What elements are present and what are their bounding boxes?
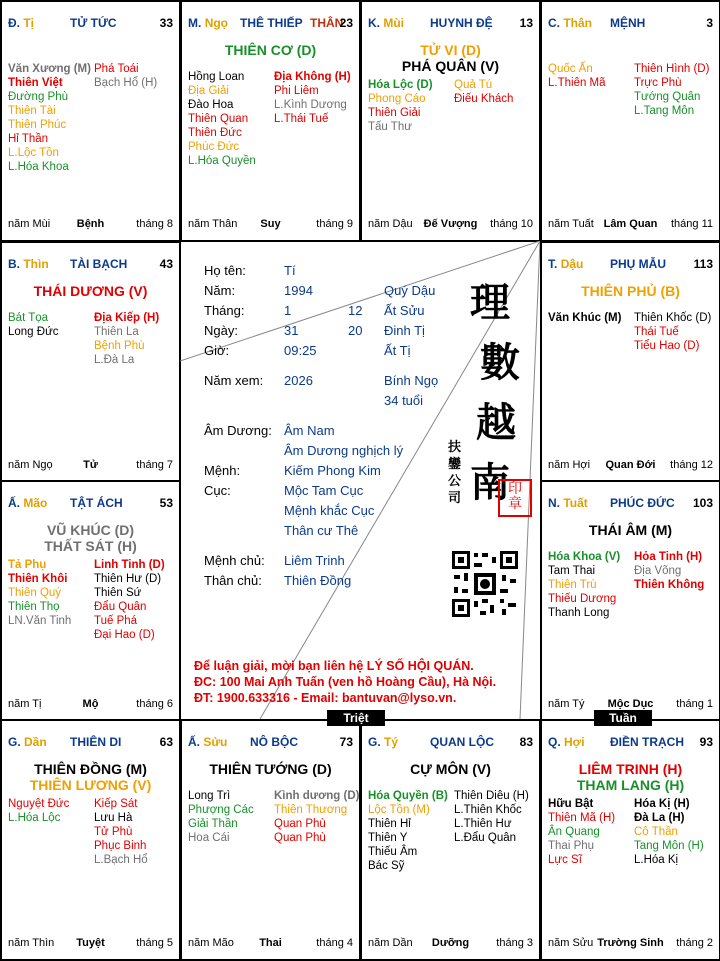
palace-chi: Thân bbox=[563, 16, 593, 30]
palace-ty[interactable] bbox=[360, 719, 541, 961]
minor-star-right: Thiên Thương bbox=[274, 804, 348, 816]
minor-star-left: Văn Khúc (M) bbox=[548, 312, 622, 324]
main-star: THIÊN PHỦ (B) bbox=[581, 283, 680, 299]
palace-month: tháng 8 bbox=[136, 218, 173, 230]
palace-year: năm Tị bbox=[8, 698, 42, 710]
menh-value: Kiếm Phong Kim bbox=[284, 463, 381, 478]
palace-mui[interactable] bbox=[360, 0, 541, 242]
palace-name: ĐIỀN TRẠCH bbox=[610, 735, 684, 749]
palace-footer bbox=[8, 937, 173, 951]
palace-name: THÊ THIẾP bbox=[240, 16, 303, 30]
palace-month: tháng 1 bbox=[676, 698, 713, 710]
minor-star-right: Đẩu Quân bbox=[94, 601, 147, 613]
palace-chi: Tý bbox=[384, 735, 399, 749]
minor-star-right: Địa Kiếp (H) bbox=[94, 312, 160, 324]
minor-star-right: Hỏa Tinh (H) bbox=[634, 551, 703, 563]
palace-number: 53 bbox=[159, 496, 173, 510]
palace-footer bbox=[8, 218, 173, 232]
minor-star-right: Tướng Quân bbox=[634, 91, 701, 103]
palace-cycle: Thai bbox=[259, 937, 282, 949]
palace-can-chi bbox=[8, 257, 49, 271]
minor-star-right: Tang Môn (H) bbox=[634, 840, 704, 852]
cuc-value-2: Mệnh khắc Cục bbox=[284, 503, 375, 518]
palace-year: năm Ngọ bbox=[8, 459, 53, 471]
palace-number: 33 bbox=[159, 16, 173, 30]
palace-header bbox=[188, 16, 353, 32]
minor-star-left: Thiên Quan bbox=[188, 113, 249, 125]
palace-header bbox=[8, 257, 173, 273]
minor-star-right: L.Hóa Kị bbox=[634, 854, 679, 866]
palace-header bbox=[188, 735, 353, 751]
minor-star-left: Phong Cáo bbox=[368, 93, 426, 105]
minor-star-left: Hóa Khoa (V) bbox=[548, 551, 621, 563]
palace-number: 43 bbox=[159, 257, 173, 271]
minor-star-left: Địa Giải bbox=[188, 85, 229, 97]
main-star: CỰ MÔN (V) bbox=[410, 761, 491, 777]
minor-star-left: Long Trì bbox=[188, 790, 231, 802]
minor-star-left: Thiên Thọ bbox=[8, 601, 60, 613]
palace-name: TÀI BẠCH bbox=[70, 257, 128, 271]
minor-star-left: Hỉ Thần bbox=[8, 133, 49, 145]
palace-footer bbox=[548, 459, 713, 473]
minor-star-left: Long Đức bbox=[8, 326, 59, 338]
than-chu-value: Thiên Đồng bbox=[284, 573, 352, 588]
palace-number: 113 bbox=[693, 257, 713, 271]
minor-star-left: Thiên Y bbox=[368, 832, 408, 844]
palace-cycle: Tuyệt bbox=[76, 937, 105, 949]
minor-star-left: Ân Quang bbox=[548, 826, 600, 838]
tuoi-value: 34 tuổi bbox=[384, 393, 424, 408]
cuc-value: Mộc Tam Cục bbox=[284, 483, 364, 498]
palace-chi: Hợi bbox=[564, 735, 585, 749]
minor-star-left: Thiên Đức bbox=[188, 127, 242, 139]
minor-star-left: Giải Thần bbox=[188, 818, 238, 830]
palace-chi: Dần bbox=[24, 735, 47, 749]
palace-cycle: Bệnh bbox=[76, 218, 105, 230]
minor-star-left: Tam Thai bbox=[548, 565, 596, 577]
palace-chi: Mão bbox=[23, 496, 48, 510]
palace-month: tháng 11 bbox=[670, 218, 713, 230]
minor-star-left: Thiên Hỉ bbox=[368, 818, 411, 830]
minor-star-right: Địa Không (H) bbox=[274, 71, 351, 83]
palace-year: năm Mùi bbox=[8, 218, 51, 230]
palace-chi: Dậu bbox=[560, 257, 584, 271]
palace-header bbox=[548, 257, 713, 273]
palace-month: tháng 12 bbox=[670, 459, 713, 471]
minor-star-left: Hữu Bật bbox=[548, 798, 594, 810]
calligraphy-char-1: 理 bbox=[470, 279, 510, 326]
minor-star-left: Hóa Lộc (D) bbox=[368, 79, 433, 91]
palace-year: năm Hợi bbox=[548, 459, 591, 471]
minor-star-left: Đào Hoa bbox=[188, 99, 234, 111]
palace-can: B. bbox=[8, 257, 20, 271]
minor-star-right: Quan Phù bbox=[274, 818, 326, 830]
minor-star-left: Tấu Thư bbox=[368, 121, 412, 133]
main-star: THẤT SÁT (H) bbox=[44, 538, 137, 554]
palace-month: tháng 5 bbox=[136, 937, 173, 949]
palace-header bbox=[548, 496, 713, 512]
minor-star-left: Bác Sỹ bbox=[368, 860, 405, 872]
palace-month: tháng 6 bbox=[136, 698, 173, 710]
palace-month: tháng 3 bbox=[496, 937, 533, 949]
palace-month: tháng 9 bbox=[316, 218, 353, 230]
palace-cycle: Suy bbox=[260, 218, 281, 230]
minor-star-left: Thanh Long bbox=[548, 607, 610, 619]
menh-chu-value: Liêm Trinh bbox=[284, 553, 345, 568]
palace-year: năm Tý bbox=[548, 698, 585, 710]
palace-header bbox=[548, 735, 713, 751]
palace-year: năm Dần bbox=[368, 937, 413, 949]
palace-sub-label: THÂN bbox=[310, 16, 344, 30]
palace-can: Ấ. bbox=[8, 496, 20, 510]
palace-footer bbox=[8, 698, 173, 712]
palace-cycle: Tử bbox=[83, 459, 98, 471]
palace-dau[interactable] bbox=[540, 241, 720, 483]
palace-cycle: Mộc Dục bbox=[607, 698, 654, 710]
side-text bbox=[448, 439, 461, 507]
minor-star-left: Thiên Trù bbox=[548, 579, 597, 591]
palace-cycle: Trường Sinh bbox=[597, 937, 664, 949]
minor-star-left: Lực Sĩ bbox=[548, 854, 582, 866]
minor-star-right: Thiên Sứ bbox=[94, 587, 142, 599]
red-seal: 印 章 bbox=[498, 479, 532, 517]
minor-star-right: Địa Võng bbox=[634, 565, 682, 577]
minor-star-left: Thiếu Âm bbox=[368, 846, 418, 858]
palace-than[interactable] bbox=[540, 0, 720, 242]
minor-star-left: Thiên Tài bbox=[8, 105, 56, 117]
palace-can-chi bbox=[548, 496, 588, 510]
ngay-value: 31 bbox=[284, 323, 299, 338]
minor-star-right: L.Thiên Khốc bbox=[454, 804, 522, 816]
qr-code[interactable] bbox=[450, 549, 520, 619]
palace-can: N. bbox=[548, 496, 560, 510]
side-char-2: 鑾 bbox=[448, 457, 462, 472]
main-star: PHÁ QUÂN (V) bbox=[401, 58, 500, 74]
minor-star-right: Thiên Không bbox=[634, 579, 705, 591]
minor-star-right: Tiểu Hao (D) bbox=[634, 340, 700, 352]
triet-badge: Triệt bbox=[327, 710, 385, 726]
minor-star-right: Linh Tinh (D) bbox=[94, 559, 165, 571]
palace-footer bbox=[548, 218, 713, 232]
palace-cycle: Mộ bbox=[82, 698, 99, 710]
palace-chi: Ngọ bbox=[204, 16, 229, 30]
gio-value: 09:25 bbox=[284, 343, 317, 358]
palace-chi: Sửu bbox=[203, 735, 228, 749]
thang-label: Tháng: bbox=[204, 303, 245, 318]
palace-name: PHỤ MẪU bbox=[610, 257, 666, 271]
main-star: THAM LANG (H) bbox=[576, 777, 685, 793]
minor-star-right: Tử Phù bbox=[94, 826, 133, 838]
minor-star-left: Lộc Tồn (M) bbox=[368, 804, 430, 816]
palace-footer bbox=[368, 218, 533, 232]
palace-number: 3 bbox=[706, 16, 713, 30]
palace-footer bbox=[548, 937, 713, 951]
minor-star-left: Văn Xương (M) bbox=[8, 63, 91, 75]
minor-star-left: Hồng Loan bbox=[188, 71, 245, 83]
minor-star-right: Lưu Hà bbox=[94, 812, 133, 824]
palace-month: tháng 7 bbox=[136, 459, 173, 471]
palace-ngo[interactable] bbox=[180, 0, 361, 242]
palace-header bbox=[8, 16, 173, 32]
main-star: THIÊN CƠ (D) bbox=[224, 42, 317, 58]
palace-number: 93 bbox=[699, 735, 713, 749]
contact-line-2: ĐC: 100 Mai Anh Tuấn (ven hồ Hoàng Cầu), Hà Nội. bbox=[194, 675, 497, 689]
palace-month: tháng 2 bbox=[676, 937, 713, 949]
minor-star-right: Cô Thần bbox=[634, 826, 678, 838]
minor-star-right: Thiên Diêu (H) bbox=[454, 790, 529, 802]
palace-header bbox=[368, 16, 533, 32]
palace-can-chi bbox=[188, 16, 228, 30]
palace-name: HUYNH ĐỆ bbox=[430, 16, 493, 30]
side-char-1: 扶 bbox=[448, 440, 462, 455]
palace-footer bbox=[188, 218, 353, 232]
minor-star-right: L.Kình Dương bbox=[274, 99, 347, 111]
nam-xem-label: Năm xem: bbox=[204, 373, 264, 388]
palace-can: Ấ. bbox=[188, 735, 200, 749]
palace-name: TỬ TỨC bbox=[70, 16, 117, 30]
minor-star-right: Kình dương (D) bbox=[274, 790, 360, 802]
minor-star-right: L.Đà La bbox=[94, 354, 135, 366]
minor-star-left: L.Lộc Tồn bbox=[8, 147, 59, 159]
tuan-badge: Tuần bbox=[594, 710, 652, 726]
palace-year: năm Dậu bbox=[368, 218, 413, 230]
minor-star-left: Thiên Việt bbox=[8, 77, 63, 89]
minor-star-left: Thai Phụ bbox=[548, 840, 595, 852]
palace-chi: Tị bbox=[23, 16, 35, 30]
minor-star-left: Hóa Quyền (B) bbox=[368, 790, 448, 802]
palace-can-chi bbox=[8, 735, 47, 749]
side-char-3: 公 bbox=[448, 474, 462, 489]
palace-number: 13 bbox=[519, 16, 533, 30]
minor-star-right: Phi Liêm bbox=[274, 85, 319, 97]
minor-star-left: L.Hóa Khoa bbox=[8, 161, 69, 173]
palace-name: PHÚC ĐỨC bbox=[610, 496, 675, 510]
minor-star-left: Quốc Ấn bbox=[548, 63, 593, 75]
main-star: TỬ VI (D) bbox=[420, 42, 481, 58]
minor-star-left: Thiên Giải bbox=[368, 107, 421, 119]
minor-star-left: Thiên Phúc bbox=[8, 119, 67, 131]
minor-star-left: Thiên Mã (H) bbox=[548, 812, 616, 824]
palace-thin[interactable] bbox=[0, 241, 181, 483]
palace-can-chi bbox=[368, 16, 404, 30]
main-star: THIÊN TƯỚNG (D) bbox=[209, 761, 332, 777]
minor-star-left: LN.Văn Tinh bbox=[8, 615, 72, 627]
menh-label: Mệnh: bbox=[204, 463, 241, 478]
ngay-can-chi: Đinh Tị bbox=[384, 323, 425, 338]
palace-month: tháng 4 bbox=[316, 937, 353, 949]
am-duong-value-2: Âm Dương nghịch lý bbox=[284, 443, 404, 458]
calligraphy-char-3: 越 bbox=[476, 399, 516, 446]
than-chu-label: Thân chủ: bbox=[204, 573, 262, 588]
nam-label: Năm: bbox=[204, 283, 236, 298]
minor-star-left: Thiên Quý bbox=[8, 587, 62, 599]
palace-year: năm Mão bbox=[188, 937, 234, 949]
palace-can-chi bbox=[368, 735, 398, 749]
palace-cycle: Đế Vượng bbox=[423, 218, 478, 230]
thang-am: 12 bbox=[348, 303, 363, 318]
nam-can-chi: Quý Dậu bbox=[384, 283, 436, 298]
ho-ten-label: Họ tên: bbox=[204, 263, 246, 278]
minor-star-right: Thiên La bbox=[94, 326, 139, 338]
palace-suu[interactable] bbox=[180, 719, 361, 961]
minor-star-right: Phục Binh bbox=[94, 840, 147, 852]
calligraphy-char-4: 南 bbox=[470, 459, 510, 506]
palace-can: M. bbox=[188, 16, 202, 30]
main-star: THIÊN LƯƠNG (V) bbox=[29, 777, 152, 793]
ngay-label: Ngày: bbox=[204, 323, 238, 338]
minor-star-left: Bát Tọa bbox=[8, 312, 49, 324]
minor-star-left: Đường Phù bbox=[8, 91, 68, 103]
palace-year: năm Tuất bbox=[548, 218, 594, 230]
cuc-label: Cục: bbox=[204, 483, 231, 498]
palace-cycle: Quan Đới bbox=[605, 459, 656, 471]
minor-star-right: Phá Toái bbox=[94, 63, 139, 75]
palace-month: tháng 10 bbox=[490, 218, 533, 230]
palace-can-chi bbox=[8, 496, 47, 510]
thang-can-chi: Ất Sửu bbox=[384, 303, 425, 318]
minor-star-right: Điếu Khách bbox=[454, 93, 514, 105]
minor-star-right: Đà La (H) bbox=[634, 812, 685, 824]
palace-can: G. bbox=[8, 735, 21, 749]
palace-mao[interactable] bbox=[0, 480, 181, 722]
palace-cycle: Dưỡng bbox=[431, 937, 470, 949]
palace-header bbox=[548, 16, 713, 32]
minor-star-left: L.Thiên Mã bbox=[548, 77, 606, 89]
minor-star-right: Thiên Hình (D) bbox=[634, 63, 710, 75]
am-duong-value: Âm Nam bbox=[284, 423, 335, 438]
minor-star-right: Kiếp Sát bbox=[94, 798, 138, 810]
minor-star-right: Quan Phù bbox=[274, 832, 326, 844]
minor-star-right: Trực Phù bbox=[634, 77, 682, 89]
gio-can-chi: Ất Tị bbox=[384, 343, 411, 358]
palace-number: 63 bbox=[159, 735, 173, 749]
palace-header bbox=[8, 735, 173, 751]
palace-header bbox=[8, 496, 173, 512]
nam-value: 1994 bbox=[284, 283, 313, 298]
minor-star-right: Đại Hao (D) bbox=[94, 629, 155, 641]
main-star: THÁI ÂM (M) bbox=[588, 522, 673, 538]
minor-star-right: Thiên Khốc (D) bbox=[634, 312, 712, 324]
palace-tuat[interactable] bbox=[540, 480, 720, 722]
palace-year: năm Sửu bbox=[548, 937, 594, 949]
thang-value: 1 bbox=[284, 303, 292, 318]
palace-can-chi bbox=[548, 735, 585, 749]
palace-chi: Mùi bbox=[383, 16, 405, 30]
palace-number: 23 bbox=[339, 16, 353, 30]
minor-star-right: Bạch Hổ (H) bbox=[94, 77, 158, 89]
palace-can: T. bbox=[548, 257, 558, 271]
palace-can: Đ. bbox=[8, 16, 20, 30]
minor-star-left: Thiếu Dương bbox=[548, 593, 617, 605]
main-star: VŨ KHÚC (D) bbox=[46, 522, 135, 538]
palace-hoi[interactable] bbox=[540, 719, 720, 961]
cuc-value-3: Thân cư Thê bbox=[284, 523, 359, 538]
minor-star-left: Nguyệt Đức bbox=[8, 798, 70, 810]
palace-can: G. bbox=[368, 735, 381, 749]
calligraphy-char-2: 數 bbox=[480, 339, 520, 386]
palace-year: năm Thân bbox=[188, 218, 238, 230]
palace-footer bbox=[368, 937, 533, 951]
minor-star-right: Hóa Kị (H) bbox=[634, 798, 690, 810]
palace-year: năm Thìn bbox=[8, 937, 55, 949]
am-duong-label: Âm Dương: bbox=[204, 423, 272, 438]
palace-can: K. bbox=[368, 16, 380, 30]
main-star: LIÊM TRINH (H) bbox=[578, 761, 683, 777]
palace-can-chi bbox=[548, 257, 583, 271]
palace-ti[interactable] bbox=[0, 0, 181, 242]
minor-star-right: L.Đẩu Quân bbox=[454, 832, 517, 844]
contact-line-3: ĐT: 1900.633316 - Email: bantuvan@lyso.vn. bbox=[194, 691, 457, 705]
palace-can-chi bbox=[548, 16, 592, 30]
minor-star-right: Tuế Phá bbox=[94, 615, 138, 627]
minor-star-left: Hoa Cái bbox=[188, 832, 230, 844]
gio-label: Giờ: bbox=[204, 343, 230, 358]
palace-footer bbox=[8, 459, 173, 473]
minor-star-right: L.Tang Môn bbox=[634, 105, 695, 117]
minor-star-right: Quả Tú bbox=[454, 79, 493, 91]
palace-number: 103 bbox=[692, 496, 713, 510]
palace-dan[interactable] bbox=[0, 719, 181, 961]
main-star: THIÊN ĐỒNG (M) bbox=[34, 761, 147, 777]
palace-can: C. bbox=[548, 16, 560, 30]
nam-xem-value: 2026 bbox=[284, 373, 313, 388]
minor-star-right: Thiên Hư (D) bbox=[94, 573, 162, 585]
palace-name: TẬT ÁCH bbox=[70, 496, 123, 510]
palace-cycle: Lâm Quan bbox=[603, 218, 658, 230]
menh-chu-label: Mệnh chủ: bbox=[204, 553, 265, 568]
minor-star-right: L.Thiên Hư bbox=[454, 818, 512, 830]
side-char-4: 司 bbox=[448, 491, 462, 506]
palace-number: 73 bbox=[339, 735, 353, 749]
nam-xem-can-chi: Bính Ngọ bbox=[384, 373, 439, 388]
palace-chi: Thìn bbox=[23, 257, 49, 271]
minor-star-right: Thái Tuế bbox=[634, 326, 679, 338]
palace-can-chi bbox=[8, 16, 34, 30]
minor-star-left: Tả Phụ bbox=[8, 559, 47, 571]
palace-chi: Tuất bbox=[563, 496, 588, 510]
minor-star-right: L.Thái Tuế bbox=[274, 113, 329, 125]
contact-line-1: Để luận giải, mời bạn liên hệ LÝ SỐ HỘI QUÁN. bbox=[194, 659, 474, 673]
palace-name: QUAN LỘC bbox=[430, 735, 494, 749]
minor-star-right: L.Bạch Hổ bbox=[94, 854, 148, 866]
ho-ten-value: Tí bbox=[284, 263, 296, 278]
palace-footer bbox=[188, 937, 353, 951]
palace-can: Q. bbox=[548, 735, 561, 749]
minor-star-right: Bệnh Phù bbox=[94, 340, 145, 352]
palace-number: 83 bbox=[519, 735, 533, 749]
minor-star-left: Phúc Đức bbox=[188, 141, 240, 153]
minor-star-left: L.Hóa Quyền bbox=[188, 155, 256, 167]
palace-name: MỆNH bbox=[610, 16, 646, 30]
minor-star-left: Phượng Các bbox=[188, 804, 254, 816]
palace-name: NÔ BỘC bbox=[250, 735, 298, 749]
ngay-am: 20 bbox=[348, 323, 363, 338]
minor-star-left: L.Hóa Lộc bbox=[8, 812, 61, 824]
palace-header bbox=[368, 735, 533, 751]
palace-name: THIÊN DI bbox=[70, 735, 122, 749]
minor-star-left: Thiên Khôi bbox=[8, 573, 68, 585]
center-info-panel bbox=[180, 241, 540, 719]
main-star: THÁI DƯƠNG (V) bbox=[33, 283, 148, 299]
palace-can-chi bbox=[188, 735, 227, 749]
